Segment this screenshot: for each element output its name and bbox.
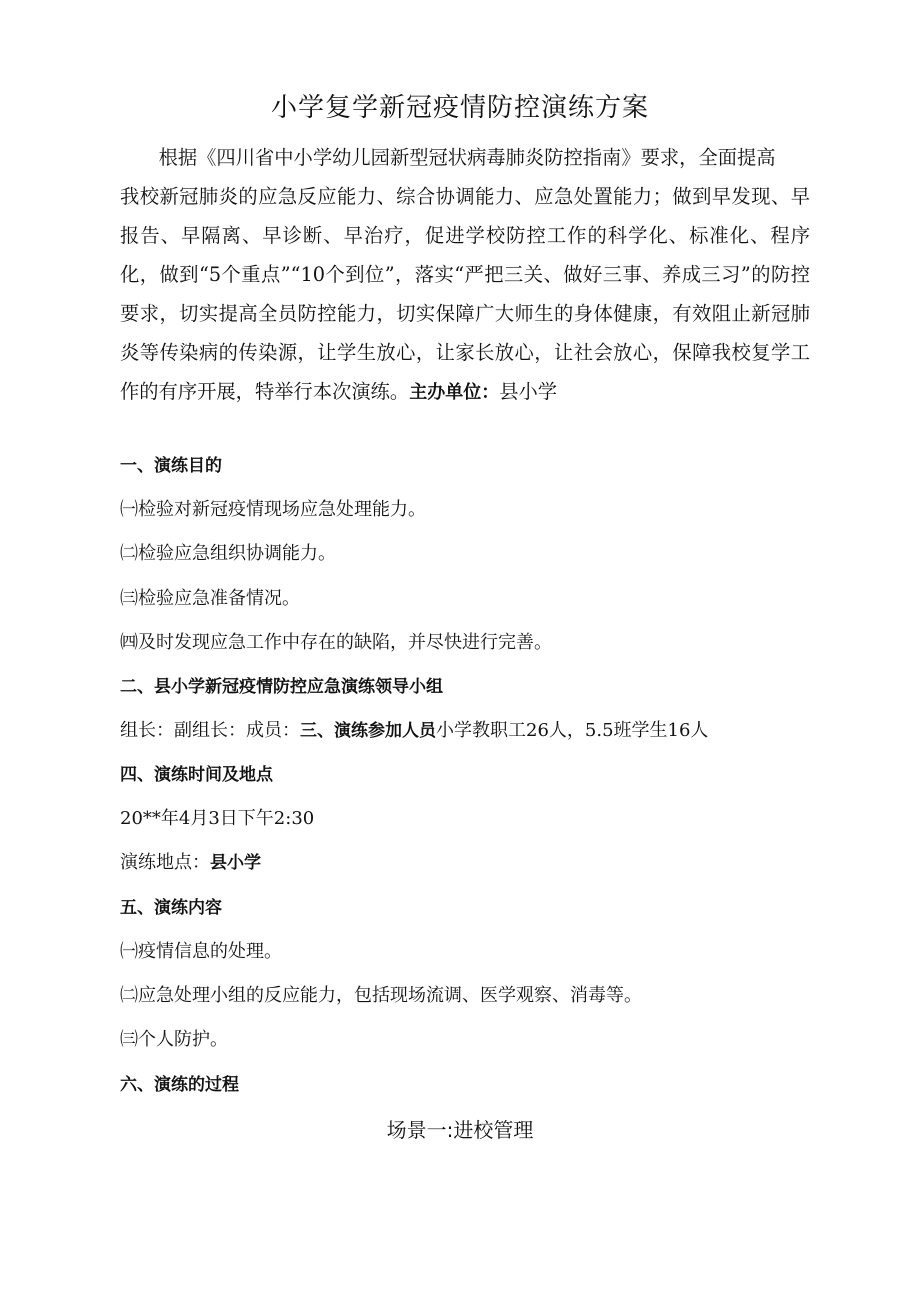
leader-roles: 组长：副组长：成员： <box>120 720 300 741</box>
section-4-heading: 四、演练时间及地点 <box>120 765 273 785</box>
intro-body: 我校新冠肺炎的应急反应能力、综合协调能力、应急处置能力；做到早发现、早报告、早隔离、早诊断、早治疗，促进学校防控工作的科学化、标准化、程序化，做到“5个重点”“10个到位”，落实“严把三关、做好三事、养成三习”的防控要求，切实提高全员防控能力，切实保障广大师生的身体健康，有效阻止新冠肺炎等传染病的传染源，让学生放心，让家长放心，让社会放心，保障我校复学工作的有序开展，特举行本次演练。 <box>120 185 810 403</box>
document-title: 小学复学新冠疫情防控演练方案 <box>270 93 649 123</box>
section-1-heading: 一、演练目的 <box>120 456 222 476</box>
section-5-heading: 五、演练内容 <box>120 898 222 918</box>
scene-title: 场景一:进校管理 <box>386 1118 534 1142</box>
section-5-item-2: ㈡应急处理小组的反应能力，包括现场流调、医学观察、消毒等。 <box>120 985 642 1006</box>
section-1-item-4: ㈣及时发现应急工作中存在的缺陷，并尽快进行完善。 <box>120 632 552 653</box>
participants-text: 小学教职工26人，5.5班学生16人 <box>436 720 709 741</box>
section-6-heading: 六、演练的过程 <box>120 1075 239 1095</box>
section-5-item-3: ㈢个人防护。 <box>120 1029 228 1050</box>
section-3-heading: 三、演练参加人员 <box>300 721 436 741</box>
organizer-label: 主办单位： <box>409 382 500 403</box>
drill-time: 20**年4月3日下午2:30 <box>120 808 315 829</box>
section-1-item-3: ㈢检验应急准备情况。 <box>120 588 300 609</box>
intro-line-1: 根据《四川省中小学幼儿园新型冠状病毒肺炎防控指南》要求，全面提高 <box>158 146 776 169</box>
section-2-3-line <box>120 716 820 746</box>
drill-place-label: 演练地点： <box>120 852 210 873</box>
drill-place-line <box>120 848 820 878</box>
section-2-heading: 二、县小学新冠疫情防控应急演练领导小组 <box>120 677 443 697</box>
drill-place-value: 县小学 <box>210 853 261 873</box>
intro-paragraph <box>120 138 810 412</box>
section-5-item-1: ㈠疫情信息的处理。 <box>120 941 282 962</box>
section-1-item-1: ㈠检验对新冠疫情现场应急处理能力。 <box>120 499 426 520</box>
organizer-value: 县小学 <box>499 380 558 403</box>
section-1-item-2: ㈡检验应急组织协调能力。 <box>120 543 336 564</box>
